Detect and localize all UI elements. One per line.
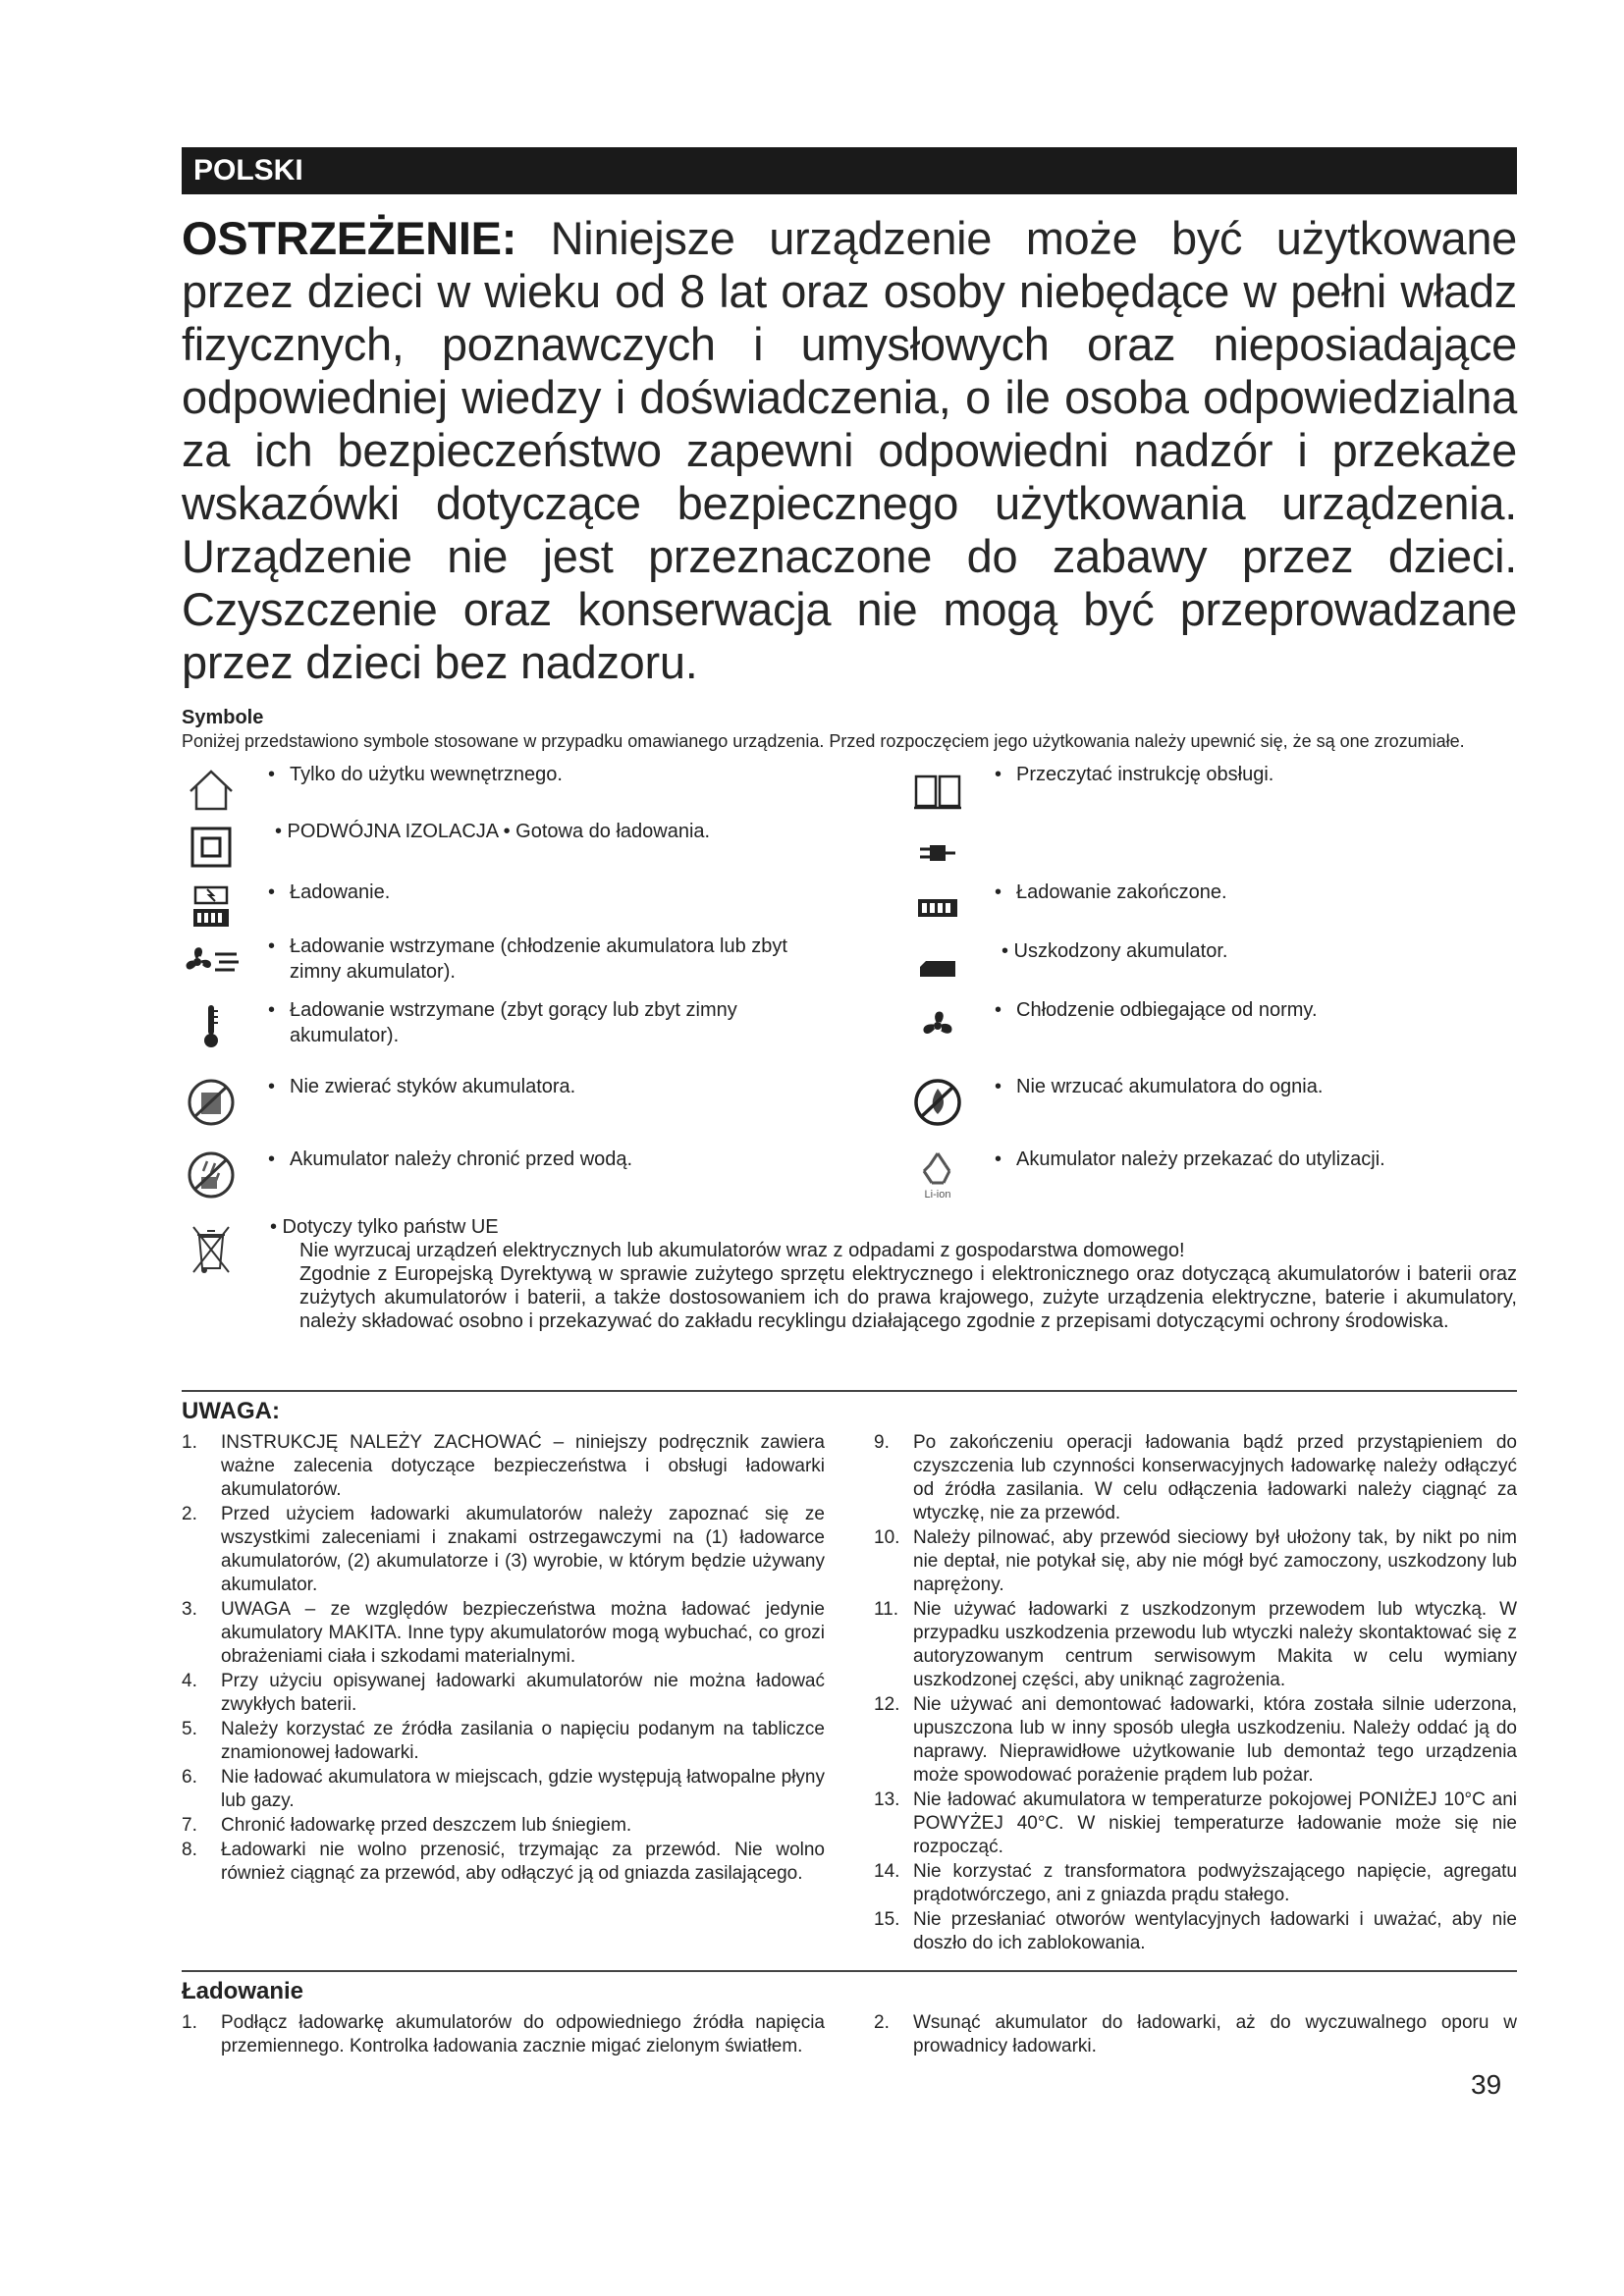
list-item: [182, 1431, 825, 1502]
symbol-text: • Chłodzenie odbiegające od normy.: [967, 997, 1527, 1023]
list-item-text: Nie ładować akumulatora w temperaturze pokojowej PONIŻEJ 10°C ani POWYŻEJ 40°C. W niskiej temperaturze ładowanie może się nie rozpocząć.: [913, 1789, 1517, 1857]
symbol-text: • Ładowanie.: [241, 880, 898, 905]
list-item-number: 9.: [874, 1432, 890, 1453]
list-item: [182, 1766, 825, 1813]
eu-line-2: Zgodnie z Europejską Dyrektywą w sprawie zużytego sprzętu elektrycznego i elektronicznego oraz dotyczącą akumulatorów i baterii oraz zużytych akumulatorów i baterii, a także dostosowaniem ich do prawa krajowego, zużyte urządzenia elektryczne, baterie i akumulatory, należy składować osobno i przekazywać do zakładu recyklingu działającego zgodnie z przepisami dotyczącymi ochrony środowiska.: [299, 1263, 1517, 1332]
book-icon: [908, 762, 967, 819]
symbol-row: [908, 1147, 1527, 1203]
list-item-text: Nie używać ani demontować ładowarki, która została silnie uderzona, upuszczona lub w inny sposób uległa uszkodzeniu. Należy oddać ją do naprawy. Nieprawidłowe użytkowanie lub demontaż tego urządzenia może spowodować porażenie prądem lub pożar.: [913, 1694, 1517, 1786]
symbol-row: [182, 1147, 898, 1203]
damaged-battery-icon: [908, 938, 967, 995]
list-item-number: 2.: [874, 2012, 890, 2033]
symbol-row: [182, 819, 884, 876]
symbol-text: • Przeczytać instrukcję obsługi.: [967, 762, 1527, 787]
list-item: [874, 1598, 1517, 1692]
symbol-text: • Nie zwierać styków akumulatora.: [241, 1074, 898, 1099]
list-item-text: Przed użyciem ładowarki akumulatorów należy zapoznać się ze wszystkimi zaleceniami i znakami ostrzegawczymi na (1) ładowarce akumulatorów, (2) akumulatorze i (3) wyrobie, w którym będzie używany akumulator.: [221, 1504, 825, 1595]
symbol-row: [182, 1074, 898, 1131]
list-item-text: INSTRUKCJĘ NALEŻY ZACHOWAĆ – niniejszy podręcznik zawiera ważne zalecenia dotyczące bezpieczeństwa i obsługi ładowarki akumulatorów.: [221, 1432, 825, 1500]
list-item-text: Po zakończeniu operacji ładowania bądź przed przystąpieniem do czyszczenia lub czynności konserwacyjnych ładowarkę należy odłączyć od źródła zasilania. W celu odłączenia ładowarki należy ciągnąć za wtyczkę, nie za przewód.: [913, 1432, 1517, 1523]
symbol-text: • Ładowanie wstrzymane (zbyt gorący lub zbyt zimny akumulator).: [241, 997, 839, 1048]
list-item-text: Ładowarki nie wolno przenosić, trzymając za przewód. Nie wolno również ciągnąć za przewód, aby odłączyć ją od gniazda zasilającego.: [221, 1840, 825, 1884]
eu-title: • Dotyczy tylko państw UE: [270, 1216, 499, 1238]
list-item: [874, 1860, 1517, 1907]
fan-icon: [908, 997, 967, 1054]
battery-full-icon: [908, 880, 967, 936]
list-item-text: Podłącz ładowarkę akumulatorów do odpowiedniego źródła napięcia przemiennego. Kontrolka ładowania zacznie migać zielonym światłem.: [221, 2012, 825, 2056]
symbol-text: • PODWÓJNA IZOLACJA • Gotowa do ładowania.: [275, 821, 711, 842]
list-item-number: 5.: [182, 1719, 197, 1739]
list-item-number: 10.: [874, 1527, 900, 1548]
list-item: [182, 2011, 825, 2058]
list-item-number: 1.: [182, 1432, 197, 1453]
symbol-row: [908, 997, 1527, 1054]
wheelie-bin-crossed-icon: [182, 1221, 241, 1278]
symbol-text: • Uszkodzony akumulator.: [1001, 940, 1228, 962]
list-item-text: Należy korzystać ze źródła zasilania o napięciu podanym na tabliczce znamionowej ładowarki.: [221, 1719, 825, 1763]
symbols-title: Symbole: [182, 707, 264, 728]
language-header: POLSKI: [182, 147, 1517, 194]
no-short-circuit-icon: [182, 1074, 241, 1131]
thermometer-icon: [182, 997, 241, 1054]
list-item-text: Nie korzystać z transformatora podwyższającego napięcie, agregatu prądotwórczego, ani z gniazda prądu stałego.: [913, 1861, 1517, 1905]
list-item-number: 4.: [182, 1671, 197, 1691]
double-insulation-icon: [182, 819, 241, 876]
warning-paragraph: [182, 212, 1517, 689]
eu-line-1: Nie wyrzucaj urządzeń elektrycznych lub akumulatorów wraz z odpadami z gospodarstwa domowego!: [299, 1240, 1185, 1261]
list-item-text: UWAGA – ze względów bezpieczeństwa można ładować jedynie akumulatory MAKITA. Inne typy akumulatorów mogą wybuchać, co grozi obrażeniami ciała i szkodami materialnymi.: [221, 1599, 825, 1667]
recycle-icon: [908, 1147, 967, 1203]
symbol-row: [182, 762, 898, 819]
charging-columns: [182, 2005, 1517, 2059]
list-item: [874, 1789, 1517, 1859]
symbol-text: • Ładowanie wstrzymane (chłodzenie akumulatora lub zbyt zimny akumulator).: [241, 934, 839, 985]
list-item-text: Nie ładować akumulatora w miejscach, gdzie występują łatwopalne płyny lub gazy.: [221, 1767, 825, 1811]
recycle-label: Li-ion: [924, 1189, 951, 1201]
list-item-text: Przy użyciu opisywanej ładowarki akumulatorów nie można ładować zwykłych baterii.: [221, 1671, 825, 1715]
list-item-number: 15.: [874, 1909, 900, 1930]
section-divider: [182, 1390, 1517, 1392]
house-icon: [182, 762, 241, 819]
symbol-row: [908, 1074, 1527, 1131]
symbol-row: [908, 825, 967, 881]
list-item: [182, 1718, 825, 1765]
no-fire-icon: [908, 1074, 967, 1131]
symbol-row: [182, 997, 839, 1054]
uwaga-list-left: [182, 1431, 825, 1956]
charging-list-left: [182, 2011, 825, 2059]
list-item-text: Nie używać ładowarki z uszkodzonym przewodem lub wtyczką. W przypadku uszkodzenia przewodu lub wtyczki należy skontaktować się z autoryzowanym centrum serwisowym Makita w celu wymiany uszkodzonej części, aby uniknąć zagrożenia.: [913, 1599, 1517, 1690]
list-item-number: 2.: [182, 1504, 197, 1524]
list-item: [874, 1431, 1517, 1525]
symbols-table: [182, 762, 1517, 1390]
list-item-number: 1.: [182, 2012, 197, 2033]
list-item: [874, 1693, 1517, 1788]
list-item-number: 7.: [182, 1815, 197, 1836]
manual-page: [182, 147, 1517, 2059]
list-item-number: 3.: [182, 1599, 197, 1620]
list-item-text: Należy pilnować, aby przewód sieciowy był ułożony tak, by nikt po nim nie deptał, nie potykał się, aby nie mógł być zamoczony, uszkodzony lub naprężony.: [913, 1527, 1517, 1595]
uwaga-columns: [182, 1425, 1517, 1956]
plug-icon: [908, 825, 967, 881]
charging-list-right: [874, 2011, 1517, 2059]
fan-cooling-icon: [182, 934, 241, 990]
list-item: [182, 1598, 825, 1669]
eu-text: [241, 1215, 1517, 1333]
symbol-row: [182, 880, 898, 936]
symbol-text: • Ładowanie zakończone.: [967, 880, 1527, 905]
charging-title: Ładowanie: [182, 1978, 304, 2004]
list-item: [182, 1839, 825, 1886]
symbols-intro: Poniżej przedstawiono symbole stosowane w przypadku omawianego urządzenia. Przed rozpoczęciem jego użytkowania należy upewnić się, że są one zrozumiałe.: [182, 731, 1465, 751]
uwaga-list-right: [874, 1431, 1517, 1956]
symbol-row: [908, 762, 1527, 819]
no-water-icon: [182, 1147, 241, 1203]
symbol-row: [908, 880, 1527, 936]
list-item-number: 8.: [182, 1840, 197, 1860]
list-item: [182, 1503, 825, 1597]
list-item: [874, 1908, 1517, 1955]
uwaga-title: UWAGA:: [182, 1398, 280, 1424]
list-item-number: 13.: [874, 1789, 900, 1810]
list-item-text: Wsunąć akumulator do ładowarki, aż do wyczuwalnego oporu w prowadnicy ładowarki.: [913, 2012, 1517, 2056]
list-item-number: 11.: [874, 1599, 899, 1620]
list-item: [182, 1814, 825, 1838]
symbol-row: [908, 938, 1512, 995]
warning-label: OSTRZEŻENIE:: [182, 212, 517, 264]
list-item-text: Nie przesłaniać otworów wentylacyjnych ładowarki i uważać, aby nie doszło do ich zablokowania.: [913, 1909, 1517, 1953]
symbol-text: • Akumulator należy przekazać do utylizacji.: [967, 1147, 1527, 1172]
eu-block: [182, 1215, 1517, 1333]
list-item: [874, 2011, 1517, 2058]
battery-charging-icon: [182, 880, 241, 936]
symbol-text: • Nie wrzucać akumulatora do ognia.: [967, 1074, 1527, 1099]
list-item: [182, 1670, 825, 1717]
list-item-text: Chronić ładowarkę przed deszczem lub śniegiem.: [221, 1815, 632, 1836]
symbol-text: • Tylko do użytku wewnętrznego.: [241, 762, 898, 787]
symbol-text: • Akumulator należy chronić przed wodą.: [241, 1147, 898, 1172]
section-divider: [182, 1970, 1517, 1972]
list-item: [874, 1526, 1517, 1597]
list-item-number: 14.: [874, 1861, 900, 1882]
symbol-row: [182, 934, 839, 990]
warning-text: Niniejsze urządzenie może być użytkowane przez dzieci w wieku od 8 lat oraz osoby niebędące w pełni władz fizycznych, poznawczych i umysłowych oraz nieposiadające odpowiedniej wiedzy i doświadczenia, o ile osoba odpowiedzialna za ich bezpieczeństwo zapewni odpowiedni nadzór i przekaże wskazówki dotyczące bezpiecznego użytkowania urządzenia. Urządzenie nie jest przeznaczone do zabawy przez dzieci. Czyszczenie oraz konserwacja nie mogą być przeprowadzane przez dzieci bez nadzoru.: [182, 212, 1517, 688]
page-number: 39: [1471, 2069, 1502, 2100]
list-item-number: 12.: [874, 1694, 900, 1715]
list-item-number: 6.: [182, 1767, 197, 1788]
